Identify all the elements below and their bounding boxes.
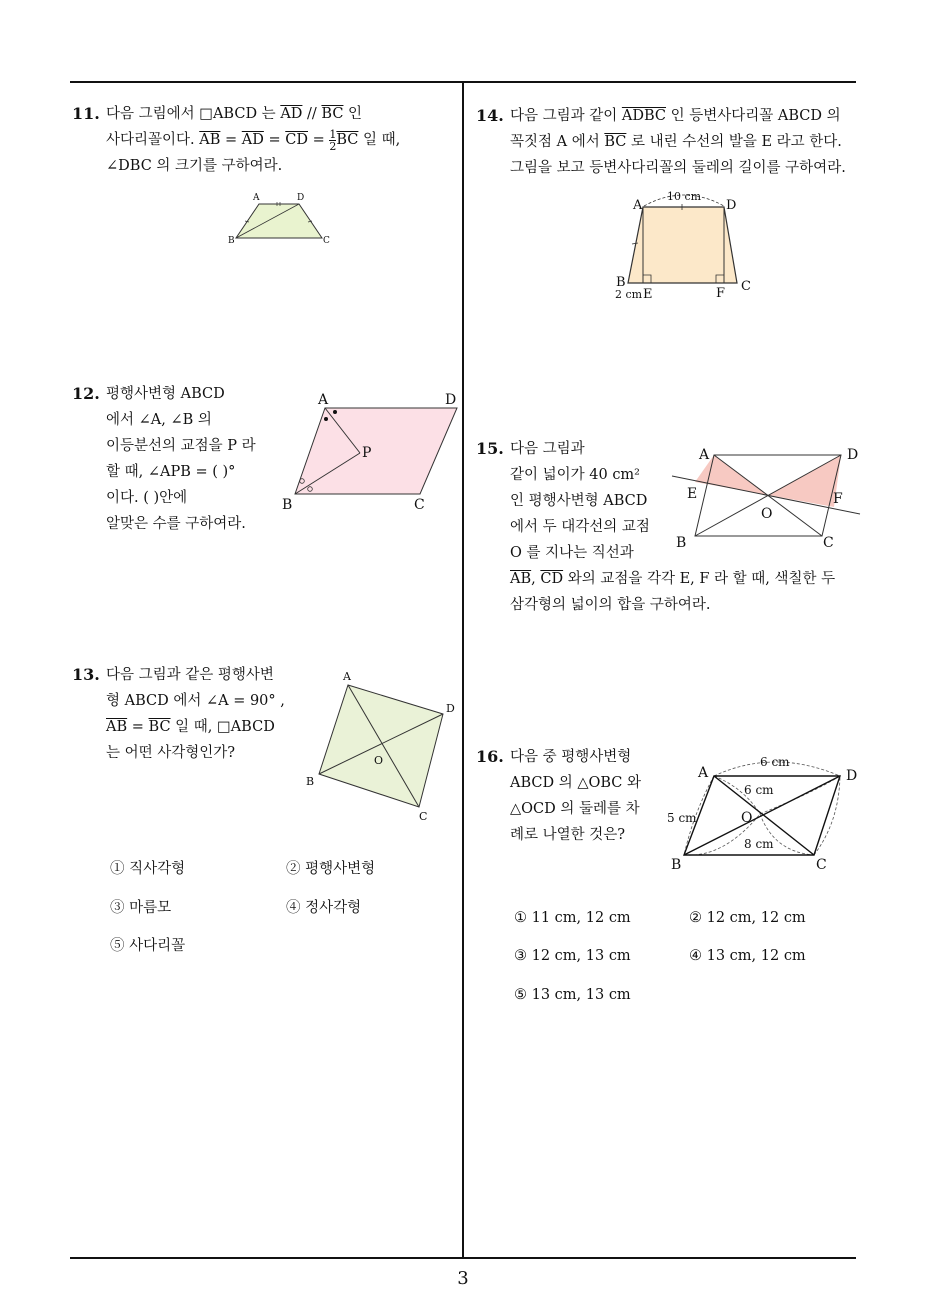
question-text-line: 는 어떤 사각형인가?	[106, 745, 236, 761]
vertex-label-f: F	[716, 286, 726, 301]
q13-quadrilateral-figure	[303, 668, 468, 828]
question-text-line: 사다리꼴이다. $\overline{AB} = \overline{AD} = \overline{CD}$ = $\frac{1}{2}$ $\overline{BC}$ 일 때,	[106, 127, 401, 153]
vertex-label-a: A	[699, 447, 710, 463]
length-label-ob: 8 cm	[744, 837, 774, 851]
vertex-label-c: C	[414, 497, 425, 513]
question-text-line: 다음 그림에서 □ABCD 는 $\overline{AD} // \overline{BC}$ 인	[106, 106, 363, 122]
length-label-top: 10 cm	[667, 190, 702, 203]
question-text-line: 평행사변형 ABCD	[106, 386, 225, 402]
point-label-o: O	[741, 810, 753, 826]
point-label-o: O	[761, 506, 773, 522]
question-text-line: 할 때, ∠APB = ( )°	[106, 464, 236, 480]
question-14	[476, 103, 846, 181]
fraction-half: $\frac{1}{2}$	[329, 127, 337, 153]
vertex-label-d: D	[846, 768, 858, 784]
vertex-label-b: B	[228, 236, 235, 246]
vertex-label-a: A	[633, 198, 643, 213]
vertex-label-b: B	[616, 275, 626, 290]
vertex-label-e: E	[687, 486, 698, 502]
point-label-o: O	[374, 754, 384, 767]
length-label-oa: 6 cm	[744, 783, 774, 797]
choice-2[interactable]: ② 12 cm, 12 cm	[689, 910, 806, 926]
question-text-line: ABCD 의 △OBC 와	[510, 775, 642, 791]
question-text-line: ∠DBC 의 크기를 구하여라.	[106, 158, 283, 174]
question-text-line: 이등분선의 교점을 P 라	[106, 438, 256, 454]
q16-parallelogram-figure	[664, 752, 864, 877]
question-text-line: 례로 나열한 것은?	[510, 827, 626, 843]
choice-1[interactable]: ① 11 cm, 12 cm	[514, 910, 631, 926]
choice-5[interactable]: ⑤ 13 cm, 13 cm	[514, 987, 631, 1003]
vertex-label-d: D	[297, 193, 305, 203]
question-number: 15.	[476, 439, 504, 458]
question-11	[72, 101, 401, 179]
vertex-label-a: A	[253, 193, 260, 203]
choice-3[interactable]: ③ 12 cm, 13 cm	[514, 948, 631, 964]
vertex-label-d: D	[445, 392, 457, 408]
question-text-line: △OCD 의 둘레를 차	[510, 801, 640, 817]
question-text-line: 삼각형의 넓이의 합을 구하여라.	[510, 597, 711, 613]
vertex-label-b: B	[671, 857, 682, 873]
question-number: 13.	[72, 665, 100, 684]
length-label-top: 6 cm	[760, 755, 790, 769]
question-number: 16.	[476, 747, 504, 766]
question-number: 12.	[72, 384, 100, 403]
question-text-line: 에서 ∠A, ∠B 의	[106, 412, 212, 428]
q14-trapezoid-figure	[612, 186, 762, 306]
vertex-label-c: C	[419, 810, 428, 823]
question-text-line: $\overline{AB} = \overline{BC}$ 일 때, □ABCD	[106, 719, 275, 735]
vertex-label-d: D	[847, 447, 859, 463]
vertex-label-b: B	[282, 497, 293, 513]
question-text-line: 에서 두 대각선의 교점	[510, 519, 650, 535]
question-text-line: 인 평행사변형 ABCD	[510, 493, 648, 509]
vertex-label-c: C	[823, 535, 834, 551]
length-label-bottom: 2 cm	[615, 288, 643, 301]
question-16	[476, 744, 642, 848]
question-text-line: O 를 지나는 직선과	[510, 545, 634, 561]
question-text-line: 다음 그림과 같이 ADBC 인 등변사다리꼴 ABCD 의	[510, 108, 841, 124]
question-text-line: 꼭짓점 A 에서 $\overline{BC}$ 로 내린 수선의 발을 E 라고 한다.	[510, 134, 842, 150]
question-text-line: 그림을 보고 등변사다리꼴의 둘레의 길이를 구하여라.	[510, 160, 846, 176]
vertex-label-e: E	[643, 287, 653, 302]
choice-4[interactable]: ④ 정사각형	[286, 900, 362, 916]
q12-parallelogram-figure	[280, 390, 465, 515]
vertex-label-d: D	[726, 198, 737, 213]
question-number: 14.	[476, 106, 504, 125]
vertex-label-b: B	[306, 775, 315, 788]
bottom-rule	[70, 1257, 856, 1259]
q11-trapezoid-figure	[226, 190, 336, 250]
question-text-line: 다음 그림과 같은 평행사변	[106, 667, 274, 683]
question-text-line: 다음 중 평행사변형	[510, 749, 632, 765]
point-label-p: P	[362, 445, 372, 461]
vertex-label-a: A	[698, 765, 709, 781]
choice-5[interactable]: ⑤ 사다리꼴	[110, 938, 186, 954]
question-13	[72, 662, 285, 766]
question-text-line: 이다. ( )안에	[106, 490, 188, 506]
question-text-line: 다음 그림과	[510, 441, 585, 457]
length-label-left: 5 cm	[667, 811, 697, 825]
question-text-line: 알맞은 수를 구하여라.	[106, 516, 246, 532]
vertex-label-b: B	[676, 535, 687, 551]
page-number: 3	[457, 1268, 469, 1289]
question-text-line: 같이 넓이가 40 cm²	[510, 467, 640, 483]
vertex-label-a: A	[343, 670, 351, 683]
vertex-label-c: C	[816, 857, 827, 873]
q15-parallelogram-figure	[670, 440, 870, 555]
choice-1[interactable]: ① 직사각형	[110, 861, 186, 877]
vertex-label-a: A	[318, 392, 329, 408]
question-12	[72, 381, 256, 537]
vertex-label-d: D	[446, 702, 455, 715]
question-text-line: $\overline{AB}$, $\overline{CD}$ 와의 교점을 각각 E, F 라 할 때, 색칠한 두	[510, 571, 836, 587]
question-text-line: 형 ABCD 에서 ∠A = 90° ,	[106, 693, 285, 709]
choice-2[interactable]: ② 평행사변형	[286, 861, 376, 877]
choice-3[interactable]: ③ 마름모	[110, 900, 172, 916]
question-number: 11.	[72, 104, 100, 123]
choice-4[interactable]: ④ 13 cm, 12 cm	[689, 948, 806, 964]
vertex-label-c: C	[741, 279, 751, 294]
vertex-label-f: F	[833, 491, 843, 507]
vertex-label-c: C	[323, 236, 330, 246]
